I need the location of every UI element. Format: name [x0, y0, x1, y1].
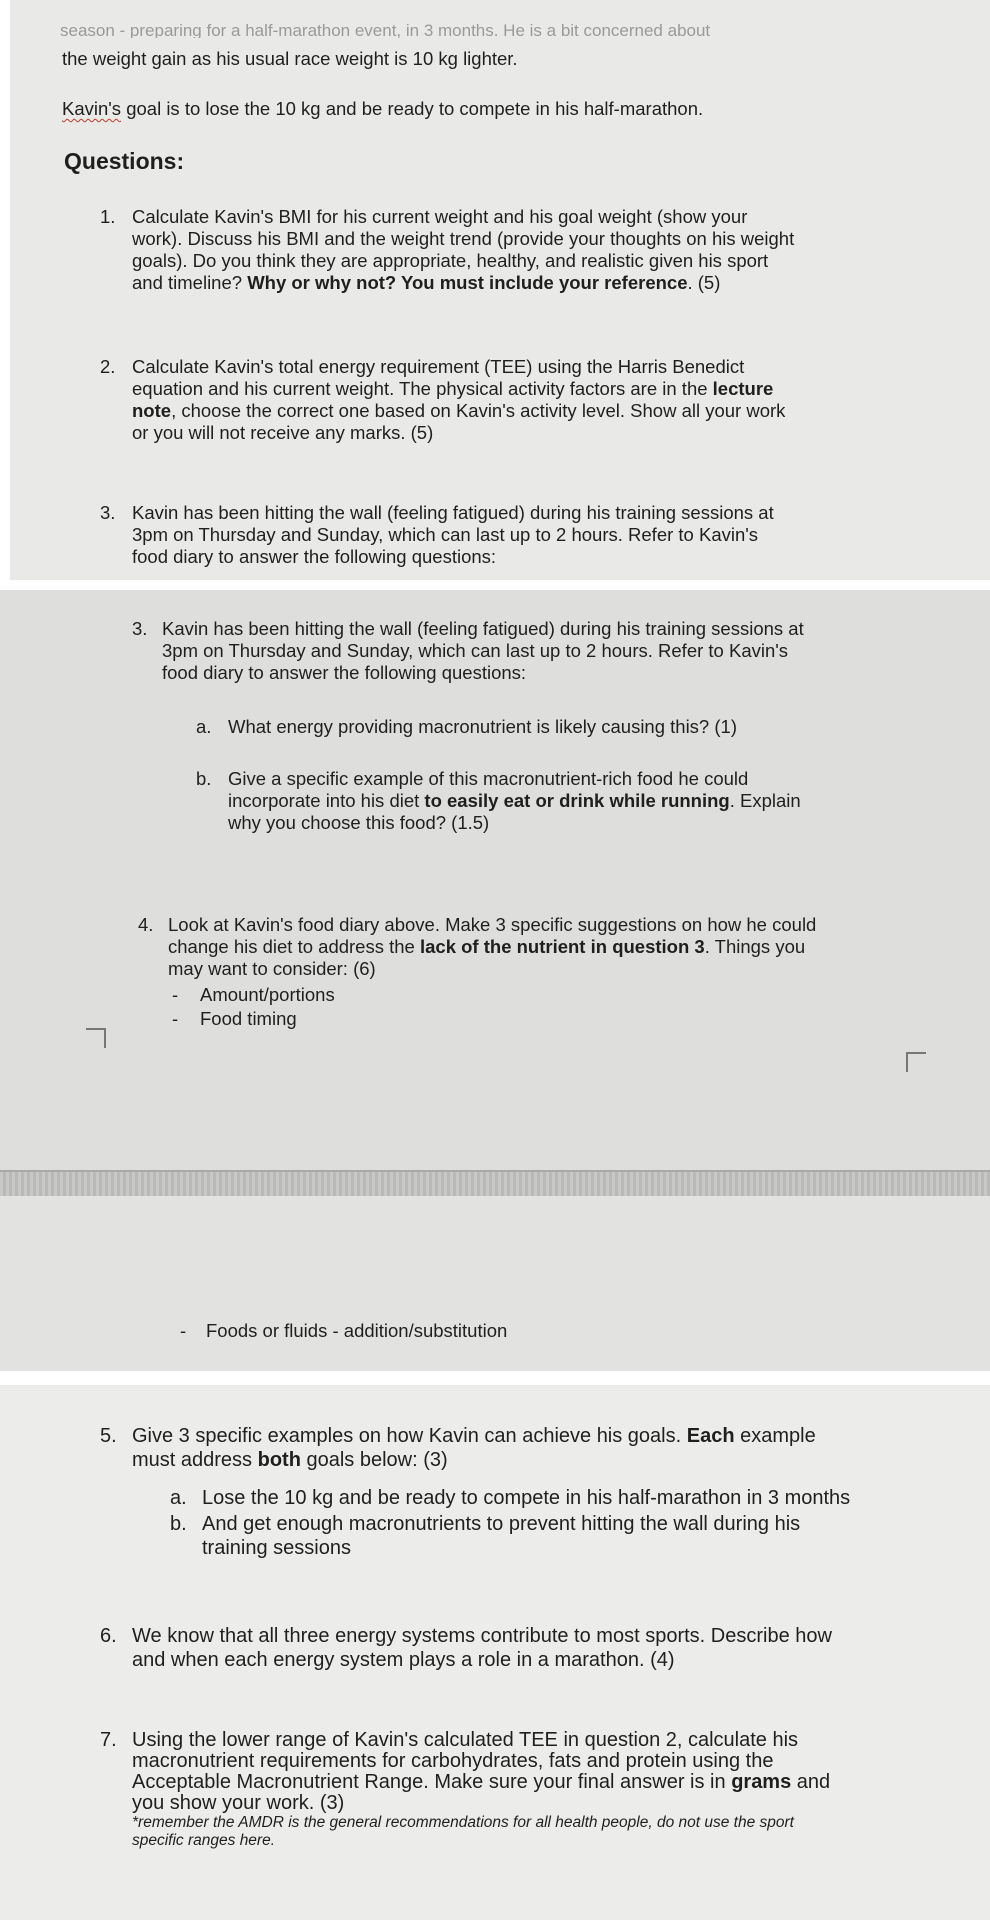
question-3-line: food diary to answer the following questions:: [132, 546, 497, 567]
bullet-dash: -: [172, 1008, 179, 1029]
sub-question-label: a.: [170, 1487, 187, 1509]
question-3-line: 3pm on Thursday and Sunday, which can last up to 2 hours. Refer to Kavin's: [132, 524, 759, 545]
question-2-line: Calculate Kavin's total energy requirement (TEE) using the Harris Benedict: [132, 356, 745, 377]
sub-question-label: b.: [196, 768, 212, 789]
question-4-line: Look at Kavin's food diary above. Make 3 specific suggestions on how he could: [168, 914, 817, 935]
question-4-line: may want to consider: (6): [168, 958, 376, 979]
question-3a-text: What energy providing macronutrient is likely causing this? (1): [228, 716, 737, 737]
question-number: 2.: [100, 356, 116, 377]
question-3b-line: Give a specific example of this macronutrient-rich food he could: [228, 768, 749, 789]
question-6-line: and when each energy system plays a role in a marathon. (4): [132, 1649, 675, 1671]
question-number: 3.: [132, 618, 148, 639]
bullet-dash: -: [172, 984, 179, 1005]
question-3b-line: why you choose this food? (1.5): [228, 812, 490, 833]
question-number: 5.: [100, 1425, 117, 1447]
question-4-line: change his diet to address the lack of the nutrient in question 3. Things you: [168, 936, 806, 957]
question-6-line: We know that all three energy systems contribute to most sports. Describe how: [132, 1625, 832, 1647]
question-number: 6.: [100, 1625, 117, 1647]
question-1-line: and timeline? Why or why not? You must include your reference. (5): [132, 272, 721, 293]
question-2-line: equation and his current weight. The physical activity factors are in the lecture: [132, 378, 774, 399]
question-5-line: must address both goals below: (3): [132, 1449, 448, 1471]
question-7-note: specific ranges here.: [132, 1832, 276, 1849]
crop-corner-right: [906, 1052, 926, 1072]
question-1-line: work). Discuss his BMI and the weight trend (provide your thoughts on his weight: [132, 228, 795, 249]
question-number: 1.: [100, 206, 116, 227]
bullet-amount: Amount/portions: [200, 984, 335, 1005]
question-3b-line: incorporate into his diet to easily eat or drink while running. Explain: [228, 790, 801, 811]
question-5-line: Give 3 specific examples on how Kavin can achieve his goals. Each example: [132, 1425, 816, 1447]
sub-question-label: b.: [170, 1513, 187, 1535]
goal-statement: Kavin's goal is to lose the 10 kg and be ready to compete in his half-marathon.: [62, 98, 704, 119]
question-7-line: Using the lower range of Kavin's calculated TEE in question 2, calculate his: [132, 1729, 799, 1751]
question-5b-line: And get enough macronutrients to prevent hitting the wall during his: [202, 1513, 801, 1535]
questions-heading: Questions:: [64, 148, 185, 174]
question-number: 7.: [100, 1729, 117, 1751]
photo-page-2-bottom: [0, 1196, 990, 1371]
bullet-timing: Food timing: [200, 1008, 297, 1029]
question-1-line: Calculate Kavin's BMI for his current weight and his goal weight (show your: [132, 206, 748, 227]
question-number: 4.: [138, 914, 154, 935]
question-2-line: or you will not receive any marks. (5): [132, 422, 434, 443]
question-number: 3.: [100, 502, 116, 523]
question-3-line: 3pm on Thursday and Sunday, which can last up to 2 hours. Refer to Kavin's: [162, 640, 789, 661]
bullet-foods: Foods or fluids - addition/substitution: [206, 1320, 508, 1341]
question-3-line: food diary to answer the following questions:: [162, 662, 527, 683]
question-1-line: goals). Do you think they are appropriate, healthy, and realistic given his sport: [132, 250, 769, 271]
photo-gap: [0, 580, 990, 590]
question-3-line: Kavin has been hitting the wall (feeling fatigued) during his training sessions at: [132, 502, 774, 523]
bullet-dash: -: [180, 1320, 187, 1341]
question-7-line: Acceptable Macronutrient Range. Make sure your final answer is in grams and: [132, 1771, 831, 1793]
cut-off-line: season - preparing for a half-marathon event, in 3 months. He is a bit concerned about: [60, 24, 711, 38]
question-5a-text: Lose the 10 kg and be ready to compete in his half-marathon in 3 months: [202, 1487, 851, 1509]
question-7-note: *remember the AMDR is the general recommendations for all health people, do not use the sport: [132, 1814, 794, 1831]
question-3-line: Kavin has been hitting the wall (feeling fatigued) during his training sessions at: [162, 618, 804, 639]
crop-corner-left: [86, 1028, 106, 1048]
photo-gap-2: [0, 1371, 990, 1385]
question-5b-line: training sessions: [202, 1537, 351, 1559]
question-7-line: you show your work. (3): [132, 1792, 345, 1814]
question-7-line: macronutrient requirements for carbohydrates, fats and protein using the: [132, 1750, 774, 1772]
sub-question-label: a.: [196, 716, 212, 737]
intro-line: the weight gain as his usual race weight is 10 kg lighter.: [62, 48, 518, 69]
question-2-line: note, choose the correct one based on Kavin's activity level. Show all your work: [132, 400, 786, 421]
